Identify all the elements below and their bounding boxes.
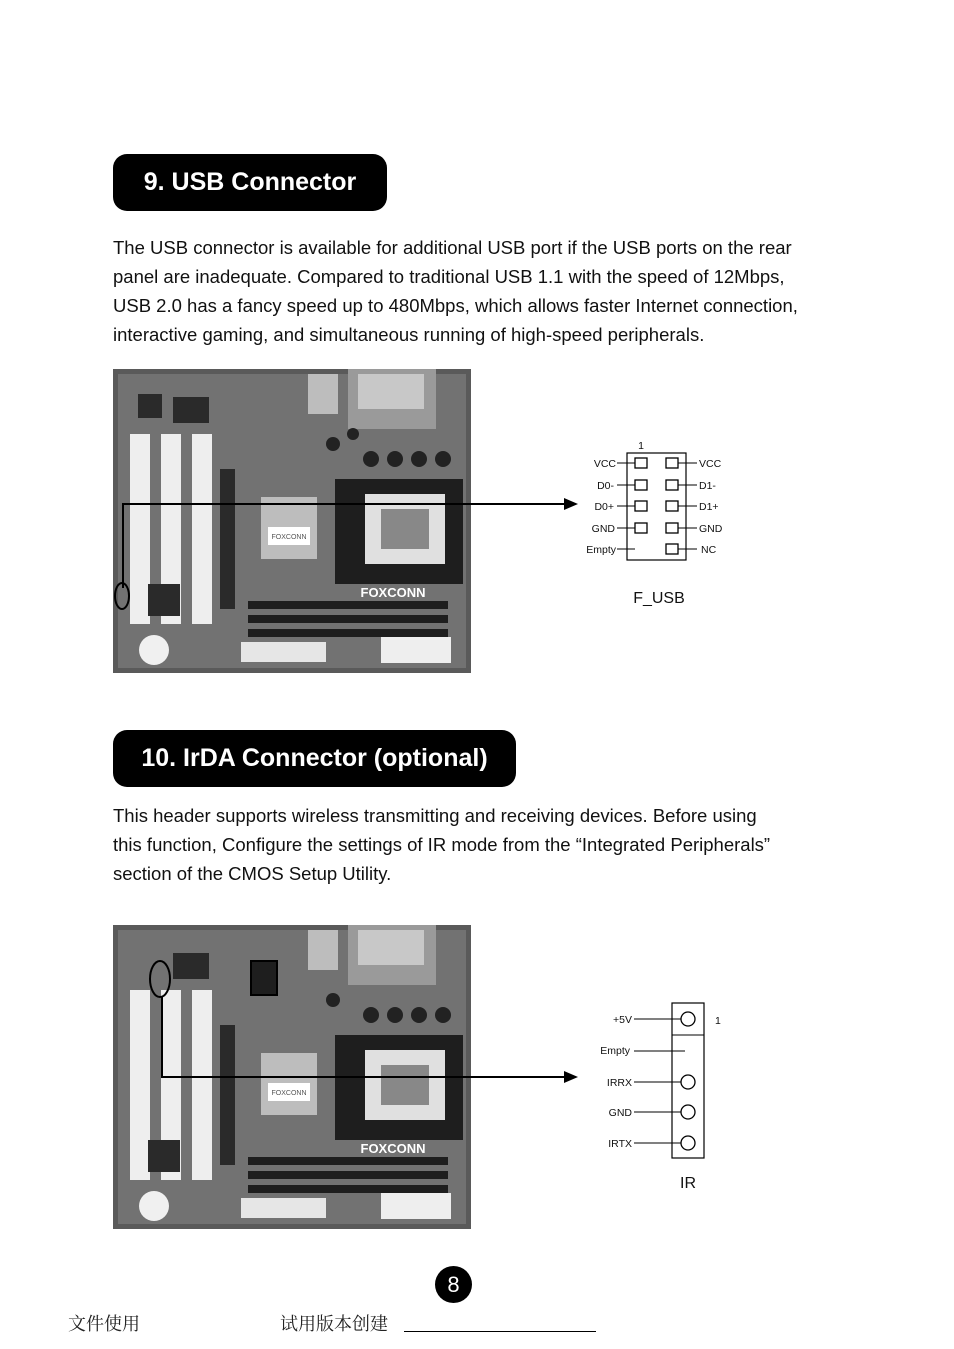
- usb-right-pin-label: D1-: [699, 480, 716, 492]
- usb-left-pin-label: Empty: [586, 544, 616, 556]
- usb-connector-name: F_USB: [633, 590, 685, 607]
- ir-pin1-marker: 1: [715, 1015, 721, 1027]
- footer-right-text: 试用版本创建: [280, 1314, 388, 1335]
- usb-right-pin-label: VCC: [699, 458, 722, 470]
- ir-pin-label: Empty: [600, 1045, 630, 1057]
- page-number: [435, 1266, 472, 1303]
- section-heading-usb-text: 9. USB Connector: [143, 168, 357, 196]
- ir-pin-row: [634, 1105, 695, 1119]
- usb-right-pin-label: NC: [701, 544, 717, 556]
- footer-underline: [404, 1331, 596, 1332]
- ir-pin-row: [634, 1075, 695, 1089]
- section-heading-irda-text: 10. IrDA Connector (optional): [141, 744, 488, 772]
- ir-connector-name: IR: [680, 1175, 696, 1192]
- usb-pin-row: [617, 544, 697, 554]
- usb-left-pin-label: VCC: [593, 458, 616, 470]
- motherboard-image-usb: [113, 369, 471, 673]
- ir-pin-label: GND: [608, 1107, 632, 1119]
- usb-pin-row: [617, 523, 697, 533]
- section-heading-irda: [113, 730, 516, 787]
- usb-description-line: interactive gaming, and simultaneous running of high-speed peripherals.: [113, 324, 705, 345]
- usb-pin1-marker: 1: [638, 440, 644, 452]
- footer-left-text: 文件使用: [68, 1314, 140, 1335]
- ir-pin-label: IRRX: [606, 1077, 632, 1089]
- ir-pin-diagram: [584, 995, 734, 1200]
- irda-description: [113, 801, 770, 888]
- section-heading-usb: [113, 154, 387, 211]
- usb-right-pin-label: GND: [699, 523, 723, 535]
- usb-description-line: The USB connector is available for additional USB port if the USB ports on the rear: [113, 237, 792, 258]
- usb-left-pin-label: D0+: [594, 501, 614, 513]
- irda-description-line: section of the CMOS Setup Utility.: [113, 863, 392, 884]
- motherboard-illustration: [113, 369, 471, 673]
- usb-description: [113, 233, 798, 349]
- usb-pin-row: [617, 501, 697, 511]
- ir-pin-label: IRTX: [608, 1138, 632, 1150]
- ir-pin-label: +5V: [613, 1014, 632, 1026]
- usb-description-line: USB 2.0 has a fancy speed up to 480Mbps, which allows faster Internet connection,: [113, 295, 798, 316]
- usb-right-pin-label: D1+: [699, 501, 719, 513]
- irda-description-line: this function, Configure the settings of IR mode from the “Integrated Peripherals”: [113, 834, 771, 855]
- motherboard-image-irda: [113, 925, 471, 1229]
- ir-pin-row: [634, 1012, 695, 1026]
- usb-left-pin-label: D0-: [597, 480, 614, 492]
- chipset-logo: FOXCONN: [271, 534, 307, 541]
- usb-pin-row: [617, 480, 697, 490]
- usb-description-line: panel are inadequate. Compared to traditional USB 1.1 with the speed of 12Mbps,: [113, 266, 785, 287]
- motherboard-illustration: [113, 925, 471, 1229]
- chipset-logo: FOXCONN: [271, 1090, 307, 1097]
- usb-left-pin-label: GND: [591, 523, 615, 535]
- f-usb-pin-diagram: [578, 432, 738, 617]
- board-brand: FOXCONN: [360, 1141, 426, 1156]
- page-number-text: 8: [447, 1271, 460, 1297]
- irda-description-line: This header supports wireless transmitting and receiving devices. Before using: [113, 805, 757, 826]
- ir-pin-row: [634, 1136, 695, 1150]
- board-brand: FOXCONN: [360, 585, 426, 600]
- usb-pin-row: [617, 458, 697, 468]
